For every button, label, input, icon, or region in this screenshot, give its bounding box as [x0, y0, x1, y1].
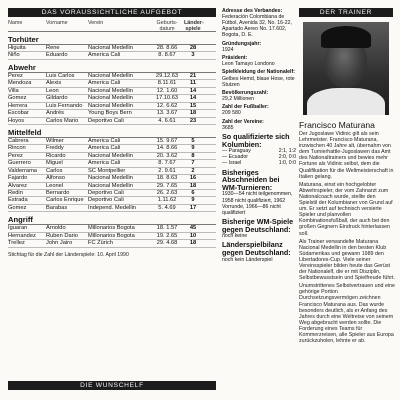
- trainer-paragraph: Der Jugoslawe Vidinic gilt als sein Lehrmeister. Francisco Maturana, inzwischen 40 Jahre alt, übernahm von dem Turnierhattle-Jugoslawen das Amt des Nationaltrainers und bewies mehr Fortune als Vidinic selbst, dem die Qualifikation für die Weltmeisterschaft in Italien gelang.: [299, 131, 394, 180]
- player-verein: Nacional Medellin: [88, 182, 133, 189]
- kit-block: [222, 69, 296, 87]
- player-name: Guerrero: [8, 160, 31, 167]
- trainer-paragraph: Unumstrittenes Selbstvertrauen und eine gehörige Portion Durchsetzungsvermögen zeichnen Francisco Maturana aus. Das wurde besonders deutlich, als er Anfang des Jahres durch eine Weltreise von seinem Weg abgebracht werden sollte. Die Forderung eines Teams für Kommerzreisen, alle Spieler aus Europa zurückzuholen, lehnte er ab.: [299, 283, 395, 345]
- table-row: [8, 205, 216, 212]
- player-tore: [202, 240, 216, 246]
- qualification-opponent: — Israel: [222, 160, 242, 167]
- player-vorname: Andrés: [46, 110, 65, 117]
- player-vorname: Luis Carlos: [46, 72, 75, 79]
- player-geburtsdatum: 14. 8.66: [156, 145, 178, 152]
- player-verein: America Cali: [88, 137, 121, 144]
- player-laenderspiele: 28: [189, 45, 197, 51]
- player-groups: [8, 35, 216, 248]
- player-vorname: Leonel: [46, 182, 64, 189]
- player-laenderspiele: 7: [191, 160, 195, 167]
- player-verein: America Cali: [88, 80, 121, 87]
- qualification-opponent: — Ecuador: [222, 154, 248, 161]
- player-name: Niño: [8, 52, 20, 59]
- qualification-score: 2:0, 0:0: [278, 154, 296, 161]
- wish-eleven-heading: DIE WUNSCHELF: [8, 381, 216, 390]
- wm-history-label: Bisheriges Abschneiden bei WM-Turnieren:: [222, 167, 280, 192]
- player-vorname: Carlos Mario: [46, 117, 79, 124]
- player-vorname: Ricardo: [46, 152, 66, 159]
- player-geburtsdatum: 17.10.63: [155, 95, 179, 102]
- player-tore: [202, 73, 216, 79]
- player-name: Valderrama: [8, 167, 37, 174]
- col-geburtsdatum: Geburts-datum: [156, 20, 178, 32]
- kit-label: Spielkleidung der Nationalelf:: [222, 69, 295, 76]
- player-tore: [202, 80, 216, 86]
- table-row: [8, 160, 216, 167]
- player-verein: Nacional Medellin: [88, 95, 133, 102]
- wm-history-block: [222, 169, 296, 216]
- player-geburtsdatum: 5. 4.69: [158, 204, 176, 211]
- player-name: Trellez: [8, 240, 25, 247]
- table-row: [8, 183, 216, 190]
- player-geburtsdatum: 29.12.63: [155, 72, 179, 79]
- player-geburtsdatum: 8. 7.67: [158, 160, 176, 167]
- player-laenderspiele: 45: [189, 225, 197, 232]
- player-laenderspiele: 14: [189, 87, 197, 94]
- clubs-count-label: Zahl der Vereine:: [222, 118, 264, 125]
- table-row: [8, 103, 216, 110]
- address-block: [222, 8, 296, 38]
- player-name: Perez: [8, 152, 23, 159]
- player-vorname: Bernardo: [46, 190, 70, 196]
- player-geburtsdatum: 2. 9.61: [158, 167, 176, 174]
- player-vorname: Luis Fernando: [46, 102, 83, 109]
- player-geburtsdatum: 12. 1.60: [156, 87, 178, 94]
- trainer-paragraph: Als Trainer verwandelte Maturana Nacional Medellin in den besten Klub Südamerikas und gewann 1989 den Libertadores-Cup. Viele seiner Vereinsspieler bilden heute das Gerüst der Nationalelf, die er mit Disziplin, Selbstbewusstsein und Spielfreude führt.: [299, 238, 395, 282]
- player-vorname: Ruben Dario: [46, 232, 78, 239]
- player-vorname: Leon: [46, 87, 59, 94]
- player-laenderspiele: 14: [189, 95, 197, 102]
- squad-table: [8, 20, 216, 258]
- player-geburtsdatum: 4. 6.61: [158, 117, 176, 124]
- player-tore: [202, 138, 216, 144]
- table-row: [8, 175, 216, 182]
- address-text: Federación Colombiana de Fútbol, Avenida 32, No. 16-22, Apartado Aereo No. 17.602, Bogota, D. E.: [222, 14, 292, 39]
- table-row: [8, 240, 216, 247]
- player-laenderspiele: 9: [191, 145, 195, 152]
- player-verein: Deportivo Cali: [88, 190, 124, 196]
- player-geburtsdatum: 18. 1.57: [156, 225, 178, 232]
- player-laenderspiele: 3: [191, 52, 195, 59]
- player-name: Redin: [8, 190, 23, 196]
- trainer-name: Francisco Maturana: [299, 120, 375, 130]
- player-geburtsdatum: 20. 3.62: [156, 152, 178, 159]
- player-geburtsdatum: 15. 9.67: [156, 137, 178, 144]
- player-name: Gomez: [8, 95, 27, 102]
- player-tore: [202, 175, 216, 181]
- player-laenderspiele: 6: [191, 190, 195, 196]
- player-tore: [202, 118, 216, 124]
- position-heading: Mittelfeld: [8, 128, 216, 138]
- player-tore: [202, 160, 216, 166]
- player-tore: [202, 110, 216, 116]
- founded-block: [222, 41, 296, 53]
- player-name: Fajardo: [8, 175, 28, 182]
- player-laenderspiele: 2: [191, 167, 195, 174]
- player-laenderspiele: 17: [189, 204, 197, 211]
- table-row: [8, 118, 216, 125]
- player-verein: Nacional Medellin: [88, 152, 133, 159]
- player-geburtsdatum: 8. 8.67: [158, 52, 176, 59]
- player-geburtsdatum: 1.11.62: [157, 197, 177, 204]
- player-laenderspiele: 18: [189, 110, 197, 117]
- qualification-block: [222, 133, 296, 166]
- player-verein: Young Boys Bern: [88, 110, 132, 117]
- position-heading: Angriff: [8, 215, 216, 225]
- player-verein: America Cali: [88, 52, 121, 59]
- founded-value: 1924: [222, 46, 234, 53]
- col-verein: Verein: [88, 20, 104, 26]
- player-verein: Nacional Medellin: [88, 72, 133, 79]
- player-laenderspiele: 9: [191, 197, 195, 204]
- player-name: Cabrera: [8, 137, 29, 144]
- table-row: [8, 52, 216, 59]
- player-vorname: Alfonso: [46, 175, 65, 182]
- player-verein: Nacional Medellin: [88, 175, 133, 182]
- player-verein: Independ. Medellin: [88, 204, 137, 211]
- player-tore: [202, 225, 216, 231]
- table-row: [8, 45, 216, 52]
- col-name: Name: [8, 20, 23, 26]
- player-name: Higuita: [8, 45, 26, 51]
- player-vorname: Wilmer: [46, 137, 64, 144]
- player-verein: America Cali: [88, 145, 121, 152]
- player-geburtsdatum: 19. 2.65: [156, 232, 178, 239]
- trainer-bio: [299, 131, 395, 344]
- player-tore: [202, 95, 216, 101]
- table-row: [8, 95, 216, 102]
- caps-vs-germany-block: [222, 241, 296, 262]
- player-laenderspiele: 18: [189, 240, 197, 247]
- player-tore: [202, 205, 216, 211]
- player-name: Herrera: [8, 102, 28, 109]
- position-heading: Abwehr: [8, 63, 216, 73]
- player-tore: [202, 103, 216, 109]
- clubs-count-block: [222, 119, 296, 131]
- player-vorname: Eduardo: [46, 52, 68, 59]
- president-label: Präsident:: [222, 55, 248, 62]
- table-row: [8, 110, 216, 117]
- kit-value: Gelbes Hemd, blaue Hose, rote Stutzen: [222, 75, 295, 88]
- population-label: Bevölkerungszahl:: [222, 89, 269, 96]
- player-verein: Millonarios Bogota: [88, 225, 135, 232]
- player-laenderspiele: 16: [189, 175, 197, 182]
- player-name: Alvarez: [8, 182, 27, 189]
- player-laenderspiele: 23: [189, 117, 197, 124]
- player-tore: [202, 45, 216, 51]
- address-label: Adresse des Verbandes:: [222, 8, 283, 14]
- col-laenderspiele: Länder-spiele: [184, 20, 204, 32]
- player-name: Estrada: [8, 197, 28, 204]
- photo-hair: [321, 26, 371, 48]
- player-tore: [202, 153, 216, 159]
- founded-label: Gründungsjahr:: [222, 40, 262, 47]
- population-value: 29,2 Millionen: [222, 95, 255, 102]
- table-row: [8, 73, 216, 80]
- players-count-label: Zahl der Fußballer:: [222, 104, 269, 111]
- player-geburtsdatum: 29. 4.68: [156, 240, 178, 247]
- players-count-value: 209 580: [222, 110, 241, 117]
- player-vorname: Alexis: [46, 80, 62, 87]
- player-name: Escobar: [8, 110, 29, 117]
- player-name: Gomez: [8, 204, 27, 211]
- player-name: Hernandez: [8, 232, 36, 239]
- wm-history-text: 1930—54 nicht teilgenommen, 1958 nicht qualifiziert, 1962 Vorrunde, 1966—86 nicht qualifiziert: [222, 191, 293, 216]
- player-geburtsdatum: 29. 7.65: [156, 182, 178, 189]
- player-tore: [202, 52, 216, 58]
- player-laenderspiele: 11: [189, 80, 196, 87]
- player-verein: Millonarios Bogota: [88, 232, 135, 239]
- position-heading: Torhüter: [8, 35, 216, 45]
- player-tore: [202, 233, 216, 239]
- player-geburtsdatum: 13. 3.67: [156, 110, 178, 117]
- federation-info: [222, 8, 296, 265]
- player-verein: Nacional Medellin: [88, 102, 133, 109]
- player-vorname: Rene: [46, 45, 60, 51]
- player-verein: Nacional Medellin: [88, 87, 133, 94]
- population-block: [222, 90, 296, 102]
- player-laenderspiele: 18: [189, 182, 197, 189]
- player-tore: [202, 190, 216, 196]
- caps-vs-germany-value: noch kein Länderspiel: [222, 256, 273, 263]
- player-name: Villa: [8, 87, 19, 94]
- player-geburtsdatum: 18. 8.63: [156, 175, 178, 182]
- player-vorname: John Jairo: [46, 240, 73, 247]
- trainer-photo: [303, 22, 389, 115]
- player-vorname: Freddy: [46, 145, 64, 152]
- president-value: Leon Tamayo Londono: [222, 61, 275, 68]
- player-tore: [202, 145, 216, 151]
- player-laenderspiele: 8: [191, 152, 195, 159]
- player-laenderspiele: 15: [189, 102, 197, 109]
- player-verein: Deportivo Cali: [88, 197, 124, 204]
- player-tore: [202, 183, 216, 189]
- wm-vs-germany-value: noch keine: [222, 233, 248, 240]
- player-name: Iguaran: [8, 225, 28, 232]
- player-name: Hoyos: [8, 117, 25, 124]
- player-vorname: Arnoldo: [46, 225, 66, 232]
- table-row: [8, 168, 216, 175]
- photo-shirt: [307, 88, 385, 115]
- player-verein: Deportivo Cali: [88, 117, 124, 124]
- qualification-score: 2:1, 1:2: [278, 148, 296, 155]
- player-vorname: Carlos Enrique: [46, 197, 84, 204]
- player-verein: America Cali: [88, 160, 121, 167]
- table-row: [8, 80, 216, 87]
- col-vorname: Vorname: [46, 20, 68, 26]
- player-tore: [202, 88, 216, 94]
- table-row: [8, 145, 216, 152]
- table-row: [8, 190, 216, 197]
- player-vorname: Carlos: [46, 167, 63, 174]
- trainer-heading: DER TRAINER: [299, 8, 393, 17]
- trainer-paragraph: Maturana, einst ein hochgelobter Abwehrspieler, der vom Zahnarzt zum Nationalcoach wurde, stellte den Spielstil der Kolumbianer von Grund auf um. Er setzt auf technisch versierte Spieler und planvollen Kombinationsfußball, der auch bei den großen Gegnern Eindruck hinterlassen soll.: [299, 181, 393, 237]
- player-tore: [202, 168, 216, 174]
- player-laenderspiele: 5: [191, 137, 195, 144]
- player-laenderspiele: 10: [189, 232, 197, 239]
- player-geburtsdatum: 28. 8.66: [156, 45, 178, 51]
- wm-vs-germany-block: [222, 218, 296, 239]
- player-verein: SC Montpellier: [88, 167, 126, 174]
- player-name: Rincon: [8, 145, 26, 152]
- table-row: [8, 138, 216, 145]
- qualification-row: [222, 160, 296, 166]
- players-count-block: [222, 104, 296, 116]
- player-name: Mendoza: [8, 80, 32, 87]
- player-vorname: Gildardo: [46, 95, 68, 102]
- qualification-label: So qualifizierte sich Kolumbien:: [222, 132, 290, 149]
- player-geburtsdatum: 26. 2.63: [156, 190, 178, 196]
- president-block: [222, 55, 296, 67]
- table-row: [8, 153, 216, 160]
- table-row: [8, 225, 216, 232]
- player-vorname: Miguel: [46, 160, 63, 167]
- qualification-score: 1:0, 0:0: [278, 160, 296, 167]
- player-vorname: Barabas: [46, 204, 68, 211]
- player-laenderspiele: 21: [189, 72, 197, 79]
- qualification-opponent: — Paraguay: [222, 148, 251, 155]
- player-name: Perez: [8, 72, 23, 79]
- footnote: Stichtag für die Zahl der Länderspiele: 10. April 1990: [8, 251, 129, 258]
- player-verein: FC Zürich: [88, 240, 113, 247]
- player-geburtsdatum: 12. 6.62: [156, 102, 178, 109]
- player-tore: [202, 197, 216, 203]
- wm-vs-germany-label: Bisherige WM-Spiele gegen Deutschland:: [222, 217, 294, 234]
- table-row: [8, 233, 216, 240]
- table-row: [8, 88, 216, 95]
- caps-vs-germany-label: Länderspielbilanz gegen Deutschland:: [222, 240, 291, 258]
- table-row: [8, 197, 216, 204]
- player-geburtsdatum: 8.11.61: [157, 80, 177, 87]
- squad-heading: DAS VORAUSSICHTLICHE AUFGEBOT: [8, 8, 216, 17]
- qualification-list: [222, 148, 296, 166]
- table-header: [8, 20, 216, 32]
- clubs-count-value: 3685: [222, 124, 234, 131]
- player-verein: Nacional Medellin: [88, 45, 133, 51]
